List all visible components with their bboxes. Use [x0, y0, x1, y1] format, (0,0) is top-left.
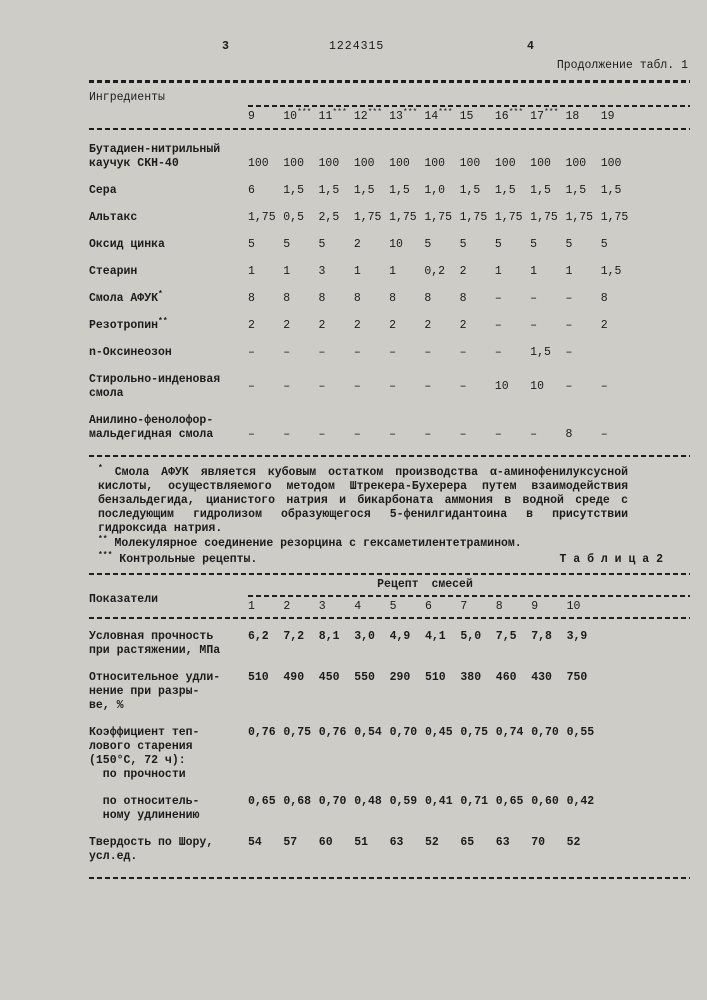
cell-value: – [248, 428, 255, 441]
cell-value: 510 [248, 671, 269, 684]
cell-value: 70 [531, 836, 545, 849]
page-number-left: 3 [222, 40, 229, 53]
cell-value: 2 [424, 319, 432, 332]
cell-value: 10 [389, 238, 403, 251]
row-values [248, 836, 690, 850]
column-header: 2 [283, 600, 291, 613]
row-label: Твердость по Шору, усл.ед. [89, 836, 214, 863]
row-label: Резотропин** [89, 317, 168, 332]
cell-value: – [283, 380, 291, 393]
row-label: Коэффициент теп- лового старения (150°С, 72 ч): по прочности [89, 726, 200, 781]
cell-value: 100 [565, 157, 587, 170]
row-label: Сера [89, 184, 117, 197]
cell-value: 1,5 [494, 184, 516, 197]
column-header: 11*** [318, 108, 347, 123]
footnote: ** Молекулярное соединение резорцина с гексаметилентетрамином. [98, 535, 522, 550]
footnote-reference: *** [297, 108, 312, 118]
table2-recipes-group-header: Рецепт смесей [377, 578, 473, 591]
cell-value: 3 [318, 265, 326, 278]
cell-value: 5 [318, 238, 326, 251]
cell-value: 5 [530, 238, 538, 251]
row-values [248, 630, 690, 644]
cell-value: – [318, 428, 326, 441]
cell-value: 7,8 [531, 630, 552, 643]
column-header: 15 [459, 110, 474, 123]
footnote-list [98, 466, 628, 551]
cell-value: 2 [283, 319, 291, 332]
table-row [89, 143, 690, 171]
cell-value: 5,0 [460, 630, 482, 643]
cell-value: – [565, 292, 573, 305]
cell-value: 8 [318, 292, 326, 305]
cell-value: 2 [389, 319, 396, 332]
column-header: 7 [460, 600, 468, 613]
footnote-reference: *** [438, 108, 453, 118]
cell-value: – [565, 346, 573, 359]
cell-value: 5 [459, 238, 467, 251]
cell-value: 450 [318, 671, 340, 684]
cell-value: 1,75 [424, 211, 452, 224]
cell-value: 54 [248, 836, 262, 849]
row-values [248, 726, 690, 740]
page-header [89, 40, 690, 56]
cell-value [601, 346, 636, 360]
table-row [89, 346, 690, 360]
cell-value: 1,75 [389, 211, 417, 224]
footnote-reference: *** [543, 108, 559, 118]
cell-value: – [494, 292, 502, 305]
row-label: Смола АФУК* [89, 290, 163, 305]
table2-columns-rule [248, 595, 690, 597]
cell-value: 8 [389, 292, 396, 305]
row-label: Бутадиен-нитрильный каучук СКН-40 [89, 143, 221, 170]
cell-value: 100 [600, 157, 622, 170]
cell-value: 380 [460, 671, 482, 684]
row-label: Стеарин [89, 265, 138, 278]
cell-value: 1,5 [389, 184, 410, 197]
cell-value: 5 [565, 238, 573, 251]
cell-value: – [459, 346, 467, 359]
footnote-reference: *** [367, 108, 383, 118]
cell-value: 1,75 [600, 211, 629, 224]
footnote-reference: *** [332, 108, 347, 118]
cell-value: 65 [460, 836, 475, 849]
cell-value: 750 [566, 671, 588, 684]
row-values [248, 292, 690, 306]
row-values [248, 157, 690, 171]
table-row [89, 292, 690, 306]
cell-value: 0,75 [460, 726, 488, 739]
cell-value: 0,5 [283, 211, 304, 224]
row-label: Оксид цинка [89, 238, 165, 251]
cell-value: 8 [459, 292, 467, 305]
cell-value: 2 [248, 319, 255, 332]
cell-value: 0,76 [318, 726, 347, 739]
cell-value: 510 [425, 671, 446, 684]
cell-value: 63 [389, 836, 404, 849]
table-row [89, 265, 690, 279]
cell-value: 490 [283, 671, 305, 684]
table2-header-rule [89, 617, 690, 619]
footnote: *** Контрольные рецепты. [98, 551, 258, 566]
column-header: 4 [354, 600, 362, 613]
row-values [248, 211, 690, 225]
cell-value: 52 [425, 836, 439, 849]
cell-value: 10 [494, 380, 509, 393]
cell-value: 8 [600, 292, 608, 305]
cell-value: 2 [353, 319, 361, 332]
table2-title: Т а б л и ц а 2 [559, 553, 663, 566]
table2-columns-header [248, 578, 690, 614]
cell-value: – [318, 380, 326, 393]
cell-value: 1,75 [530, 211, 558, 224]
cell-value: 8,1 [318, 630, 340, 643]
cell-value: 8 [283, 292, 291, 305]
cell-value: 6 [248, 184, 255, 197]
table-row [89, 836, 690, 864]
cell-value: – [353, 428, 361, 441]
cell-value: 2 [600, 319, 608, 332]
cell-value: 5 [494, 238, 502, 251]
cell-value: 0,70 [318, 795, 347, 808]
column-header: 14*** [424, 108, 453, 123]
cell-value: 4,1 [425, 630, 446, 643]
cell-value: 3,9 [566, 630, 588, 643]
column-header: 13*** [389, 108, 418, 123]
cell-value: – [530, 292, 538, 305]
column-header: 10 [566, 600, 581, 613]
footnote-marker: * [98, 464, 103, 474]
cell-value: 430 [531, 671, 552, 684]
cell-value: 63 [495, 836, 510, 849]
cell-value: 57 [283, 836, 298, 849]
cell-value: 0,68 [283, 795, 311, 808]
table-row [89, 630, 690, 658]
column-header: 6 [425, 600, 432, 613]
cell-value: – [353, 380, 361, 393]
cell-value: 0,54 [354, 726, 382, 739]
column-header: 9 [531, 600, 539, 613]
cell-value: 1 [494, 265, 502, 278]
column-header: 8 [495, 600, 503, 613]
footnote-reference: * [158, 290, 163, 300]
row-label: n-Оксинеозон [89, 346, 172, 359]
cell-value: 100 [424, 157, 446, 170]
row-values [248, 184, 690, 198]
table-row [89, 238, 690, 252]
cell-value: 3,0 [354, 630, 375, 643]
cell-value: – [424, 346, 432, 359]
column-header: 3 [318, 600, 326, 613]
cell-value: 0,65 [495, 795, 524, 808]
cell-value: – [494, 319, 502, 332]
column-header: 17*** [530, 108, 559, 123]
table1-column-numbers [248, 110, 690, 124]
cell-value: – [494, 428, 502, 441]
cell-value: 0,70 [531, 726, 559, 739]
cell-value: – [283, 428, 291, 441]
row-label: Анилино-фенолофор- мальдегидная смола [89, 414, 214, 441]
cell-value: – [565, 380, 573, 393]
cell-value: 8 [565, 428, 573, 441]
cell-value: 8 [248, 292, 255, 305]
row-values [248, 671, 690, 685]
cell-value: 1 [389, 265, 396, 278]
cell-value: 8 [424, 292, 432, 305]
cell-value: 1,5 [600, 265, 622, 278]
cell-value: 1,5 [565, 184, 587, 197]
table-row [89, 414, 690, 442]
row-values [248, 380, 690, 394]
table1 [89, 80, 690, 457]
cell-value: – [248, 380, 255, 393]
column-header: 18 [565, 110, 580, 123]
row-label: Стирольно-инденовая смола [89, 373, 221, 400]
footnote-reference: ** [158, 317, 168, 327]
cell-value: 1 [353, 265, 361, 278]
table2-stub-header: Показатели [89, 593, 159, 606]
cell-value: – [424, 428, 432, 441]
row-values [248, 346, 690, 360]
footnote-row [89, 553, 690, 567]
cell-value: 550 [354, 671, 375, 684]
cell-value: 8 [353, 292, 361, 305]
table1-continuation-caption: Продолжение табл. 1 [556, 59, 688, 72]
cell-value: 100 [389, 157, 410, 170]
cell-value: 1,5 [318, 184, 340, 197]
cell-value: 100 [494, 157, 516, 170]
footnote-marker: ** [98, 535, 108, 545]
cell-value: 51 [354, 836, 368, 849]
cell-value: 1 [530, 265, 538, 278]
cell-value: – [389, 428, 396, 441]
table-row [89, 319, 690, 333]
cell-value: 0,55 [566, 726, 595, 739]
cell-value: 100 [248, 157, 269, 170]
cell-value: 0,45 [425, 726, 453, 739]
cell-value: – [565, 319, 573, 332]
cell-value: 5 [283, 238, 291, 251]
table-row [89, 671, 690, 713]
cell-value: 0,71 [460, 795, 488, 808]
row-label: Условная прочность при растяжении, МПа [89, 630, 221, 657]
cell-value: 1,0 [424, 184, 446, 197]
table-row [89, 726, 690, 782]
table1-header [89, 85, 690, 124]
cell-value: 100 [530, 157, 551, 170]
footnote-reference: *** [402, 108, 418, 118]
table1-columns-rule [248, 105, 690, 107]
row-label: Альтакс [89, 211, 138, 224]
table-row [89, 795, 690, 823]
cell-value: 1 [565, 265, 573, 278]
cell-value: 100 [283, 157, 304, 170]
cell-value: – [389, 346, 396, 359]
row-values [248, 795, 690, 809]
cell-value: 0,48 [354, 795, 382, 808]
table2-top-rule [89, 573, 690, 575]
cell-value: – [459, 428, 467, 441]
column-header: 10*** [283, 108, 312, 123]
cell-value: 2,5 [318, 211, 340, 224]
row-values [248, 238, 690, 252]
cell-value: 2 [318, 319, 326, 332]
cell-value: 1,75 [459, 211, 488, 224]
cell-value: 0,76 [248, 726, 276, 739]
table1-header-rule [89, 128, 690, 130]
cell-value: 460 [495, 671, 517, 684]
cell-value: 0,2 [424, 265, 446, 278]
cell-value: 0,41 [425, 795, 453, 808]
footnote: * Смола АФУК является кубовым остатком производства α-аминофенилуксусной кислоты, осуществляемого методом Штрекера-Бухерера путем взаимодействия бензальдегида, цианистого натрия и бикарбоната аммония в водной среде с последующим гидролизом образующегося 5-фенилгидантоина в присутствии гидроксида натрия. [98, 464, 628, 535]
cell-value: 60 [318, 836, 333, 849]
cell-value: – [459, 380, 467, 393]
cell-value: 1,75 [565, 211, 594, 224]
cell-value: 1,5 [530, 184, 551, 197]
cell-value: 1 [283, 265, 291, 278]
cell-value: 7,2 [283, 630, 305, 643]
cell-value: 1 [248, 265, 255, 278]
cell-value: – [424, 380, 432, 393]
cell-value: 1,75 [248, 211, 276, 224]
cell-value: 1,5 [353, 184, 375, 197]
cell-value: – [318, 346, 326, 359]
footnotes-section [89, 466, 690, 551]
table2-column-numbers [248, 600, 690, 614]
cell-value: 1,5 [530, 346, 551, 359]
column-header: 1 [248, 600, 255, 613]
cell-value: 0,65 [248, 795, 276, 808]
cell-value: 1,5 [600, 184, 622, 197]
cell-value: 52 [566, 836, 581, 849]
cell-value: 1,5 [459, 184, 481, 197]
table-row [89, 211, 690, 225]
cell-value: – [530, 319, 538, 332]
cell-value: 2 [459, 265, 467, 278]
row-label: по относитель- ному удлинению [89, 795, 200, 822]
cell-value: – [353, 346, 361, 359]
cell-value: – [600, 380, 608, 393]
column-header: 19 [600, 110, 615, 123]
cell-value: 100 [353, 157, 375, 170]
table1-top-rule [89, 80, 690, 83]
cell-value: 6,2 [248, 630, 269, 643]
row-values [248, 319, 690, 333]
cell-value: 5 [248, 238, 255, 251]
cell-value: 5 [600, 238, 608, 251]
cell-value: – [530, 428, 538, 441]
cell-value: 100 [459, 157, 481, 170]
cell-value: – [389, 380, 396, 393]
cell-value: 4,9 [389, 630, 411, 643]
cell-value: 100 [318, 157, 340, 170]
cell-value: 7,5 [495, 630, 517, 643]
cell-value: 0,59 [389, 795, 418, 808]
table2-body [89, 630, 690, 864]
cell-value: 290 [389, 671, 411, 684]
table1-columns-header [248, 85, 690, 124]
cell-value: 1,75 [353, 211, 382, 224]
cell-value: – [494, 346, 502, 359]
column-header: 9 [248, 110, 255, 123]
cell-value: 0,42 [566, 795, 595, 808]
table-row [89, 373, 690, 401]
table-row [89, 184, 690, 198]
table1-bottom-rule [89, 455, 690, 457]
cell-value: – [600, 428, 608, 441]
cell-value: 10 [530, 380, 544, 393]
table1-body [89, 143, 690, 442]
footnote-reference: *** [508, 108, 524, 118]
cell-value: 0,75 [283, 726, 311, 739]
column-header: 5 [389, 600, 397, 613]
table2-header [89, 578, 690, 614]
page-number-right: 4 [527, 40, 534, 53]
cell-value: 5 [424, 238, 432, 251]
table1-stub-header: Ингредиенты [89, 91, 165, 104]
cell-value: 1,5 [283, 184, 304, 197]
cell-value: 0,70 [389, 726, 418, 739]
cell-value: 2 [459, 319, 467, 332]
cell-value: 2 [353, 238, 361, 251]
footnote-marker: *** [98, 551, 113, 561]
table2 [89, 573, 690, 879]
column-header: 16*** [494, 108, 524, 123]
row-values [248, 265, 690, 279]
row-values [248, 428, 690, 442]
patent-number: 1224315 [329, 40, 385, 53]
table2-bottom-rule [89, 877, 690, 879]
cell-value: – [283, 346, 291, 359]
cell-value: 0,60 [531, 795, 559, 808]
column-header: 12*** [353, 108, 383, 123]
cell-value: 1,75 [494, 211, 523, 224]
cell-value: – [248, 346, 255, 359]
row-label: Относительное удли- нение при разры- ве, % [89, 671, 221, 712]
cell-value: 0,74 [495, 726, 524, 739]
